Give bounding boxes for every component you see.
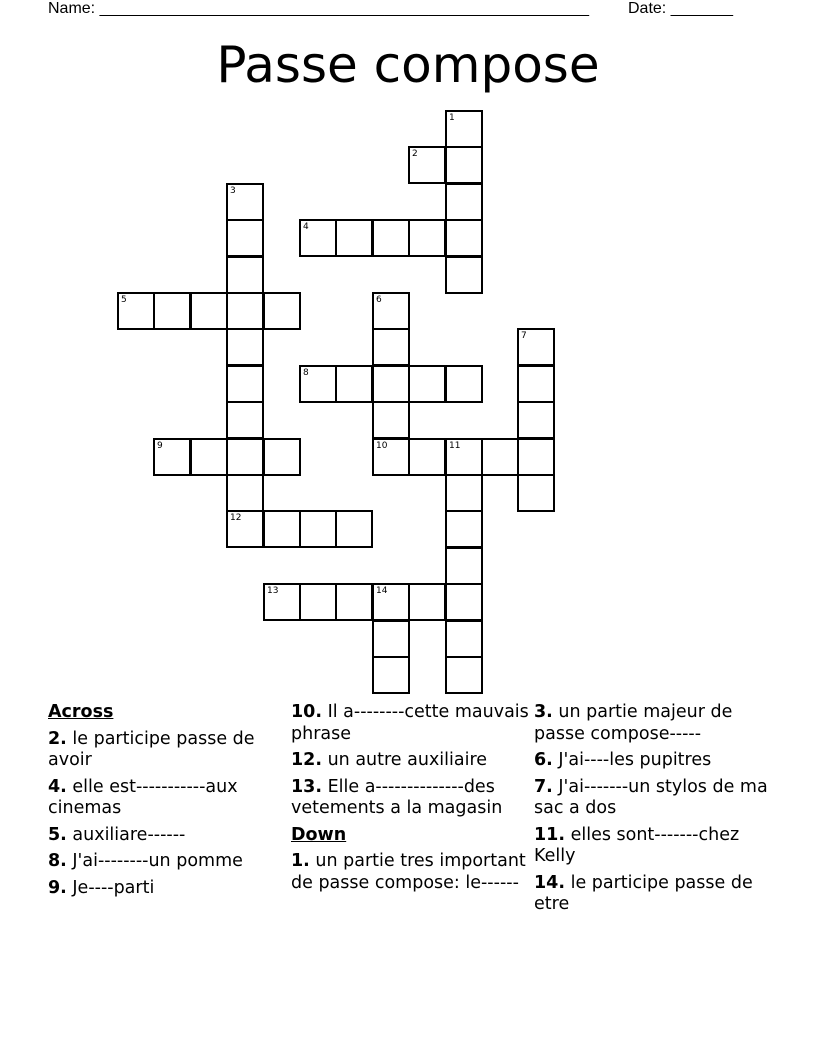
grid-cell[interactable]	[445, 474, 483, 512]
cell-number: 13	[267, 586, 279, 596]
date-field[interactable]: Date: _______	[628, 0, 733, 17]
grid-cell[interactable]	[517, 365, 555, 403]
cell-number: 4	[303, 222, 309, 232]
grid-cell[interactable]	[372, 656, 410, 694]
grid-cell[interactable]	[299, 365, 337, 403]
grid-cell[interactable]	[153, 438, 191, 476]
cell-number: 10	[376, 441, 388, 451]
grid-cell[interactable]	[408, 438, 446, 476]
grid-cell[interactable]	[445, 219, 483, 257]
grid-cell[interactable]	[445, 656, 483, 694]
grid-cell[interactable]	[226, 401, 264, 439]
clues-column-1	[48, 702, 273, 904]
grid-cell[interactable]	[445, 183, 483, 221]
grid-cell[interactable]	[226, 365, 264, 403]
clue-down-3: 3. un partie majeur de passe compose-----	[534, 702, 733, 744]
grid-cell[interactable]	[226, 474, 264, 512]
cell-number: 1	[449, 113, 455, 123]
across-heading: Across	[48, 702, 114, 722]
grid-cell[interactable]	[517, 474, 555, 512]
clue-across-13: 13. Elle a--------------des vetements a la magasin	[291, 776, 503, 818]
grid-cell[interactable]	[190, 438, 228, 476]
grid-cell[interactable]	[226, 292, 264, 330]
grid-cell[interactable]	[299, 510, 337, 548]
clue-across-10: 10. Il a--------cette mauvais phrase	[291, 702, 529, 744]
grid-cell[interactable]	[445, 583, 483, 621]
page-title: Passe compose	[216, 36, 600, 94]
clue-across-5: 5. auxiliare------	[48, 824, 186, 845]
grid-cell[interactable]	[408, 583, 446, 621]
grid-cell[interactable]	[372, 583, 410, 621]
grid-cell[interactable]	[226, 328, 264, 366]
clue-across-8: 8. J'ai--------un pomme	[48, 851, 243, 871]
clue-down-1: 1. un partie tres important de passe compose: le------	[291, 851, 526, 893]
grid-cell[interactable]	[263, 292, 301, 330]
grid-cell[interactable]	[517, 401, 555, 439]
grid-cell[interactable]	[445, 365, 483, 403]
grid-cell[interactable]	[445, 547, 483, 585]
cell-number: 14	[376, 586, 388, 596]
cell-number: 9	[157, 441, 163, 451]
grid-cell[interactable]	[226, 438, 264, 476]
down-heading: Down	[291, 824, 347, 845]
name-field[interactable]: Name: _______________________________________________________	[48, 0, 589, 17]
grid-cell[interactable]	[372, 328, 410, 366]
grid-cell[interactable]	[263, 510, 301, 548]
grid-cell[interactable]	[226, 183, 264, 221]
grid-cell[interactable]	[263, 438, 301, 476]
grid-cell[interactable]	[263, 583, 301, 621]
grid-cell[interactable]	[445, 438, 483, 476]
grid-cell[interactable]	[335, 510, 373, 548]
cell-number: 2	[412, 149, 418, 159]
grid-cell[interactable]	[190, 292, 228, 330]
grid-cell[interactable]	[517, 328, 555, 366]
grid-cell[interactable]	[372, 401, 410, 439]
grid-cell[interactable]	[226, 219, 264, 257]
cell-number: 5	[121, 295, 127, 305]
grid-cell[interactable]	[445, 620, 483, 658]
grid-cell[interactable]	[372, 365, 410, 403]
cell-number: 6	[376, 295, 382, 305]
grid-cell[interactable]	[335, 365, 373, 403]
clue-down-14: 14. le participe passe de etre	[534, 872, 753, 914]
clues-column-3	[534, 702, 769, 921]
grid-cell[interactable]	[445, 256, 483, 294]
grid-cell[interactable]	[372, 438, 410, 476]
cell-number: 8	[303, 368, 309, 378]
grid-cell[interactable]	[408, 219, 446, 257]
grid-cell[interactable]	[372, 620, 410, 658]
cell-number: 12	[230, 513, 242, 523]
grid-cell[interactable]	[517, 438, 555, 476]
grid-cell[interactable]	[117, 292, 155, 330]
grid-cell[interactable]	[335, 583, 373, 621]
grid-cell[interactable]	[481, 438, 519, 476]
grid-cell[interactable]	[153, 292, 191, 330]
clue-down-6: 6. J'ai----les pupitres	[534, 750, 712, 770]
clue-across-2: 2. le participe passe de avoir	[48, 728, 255, 770]
clue-down-7: 7. J'ai-------un stylos de ma sac a dos	[534, 776, 768, 818]
cell-number: 11	[449, 441, 461, 451]
cell-number: 7	[521, 331, 527, 341]
grid-cell[interactable]	[299, 583, 337, 621]
grid-cell[interactable]	[372, 292, 410, 330]
clue-across-4: 4. elle est-----------aux cinemas	[48, 776, 238, 818]
grid-cell[interactable]	[372, 219, 410, 257]
grid-cell[interactable]	[226, 256, 264, 294]
grid-cell[interactable]	[445, 510, 483, 548]
grid-cell[interactable]	[408, 365, 446, 403]
grid-cell[interactable]	[408, 146, 446, 184]
clue-across-12: 12. un autre auxiliaire	[291, 750, 488, 770]
clue-across-9: 9. Je----parti	[48, 877, 155, 898]
grid-cell[interactable]	[445, 146, 483, 184]
grid-cell[interactable]	[226, 510, 264, 548]
grid-cell[interactable]	[335, 219, 373, 257]
clues-column-2	[291, 702, 531, 899]
grid-cell[interactable]	[299, 219, 337, 257]
cell-number: 3	[230, 186, 236, 196]
grid-cell[interactable]	[445, 110, 483, 148]
clue-down-11: 11. elles sont-------chez Kelly	[534, 824, 740, 866]
